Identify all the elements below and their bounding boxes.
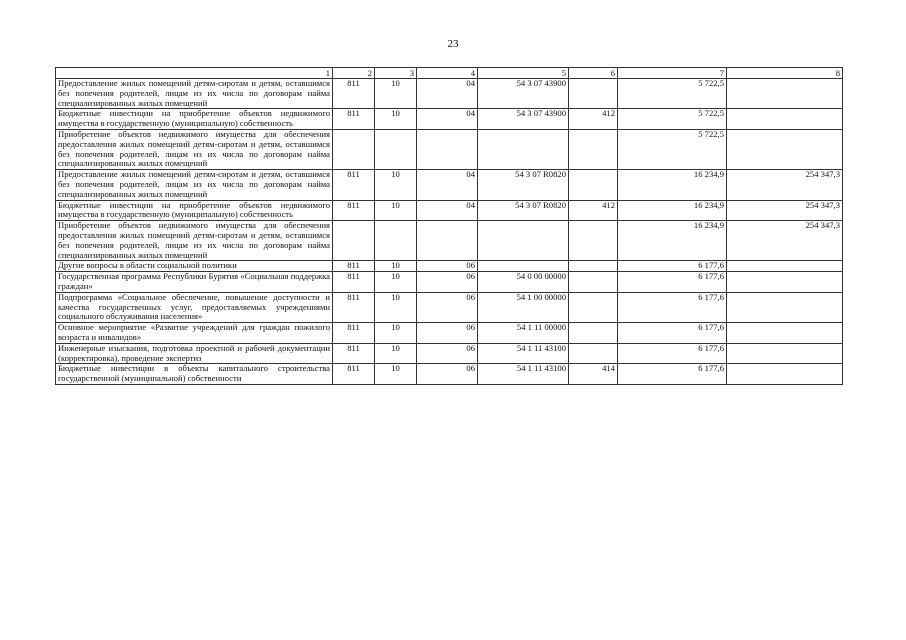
target-article-cell: 54 1 11 43100 (478, 364, 569, 385)
subsection-code-cell: 06 (417, 292, 478, 322)
grbs-code-cell: 811 (333, 272, 375, 293)
row-name-cell: Бюджетные инвестиции в объекты капитального строительства государственной (муниципальной) собственности (56, 364, 333, 385)
column-number: 3 (375, 68, 417, 79)
column-number: 8 (727, 68, 843, 79)
amount-year2-cell: 254 347,3 (727, 221, 843, 261)
table-row (56, 221, 843, 261)
grbs-code-cell: 811 (333, 170, 375, 200)
row-name-cell: Государственная программа Республики Бурятия «Социальная поддержка граждан» (56, 272, 333, 293)
amount-year2-cell (727, 343, 843, 364)
amount-year2-cell (727, 323, 843, 344)
subsection-code-cell: 04 (417, 200, 478, 221)
subsection-code-cell: 04 (417, 109, 478, 130)
table-row (56, 261, 843, 272)
subsection-code-cell: 06 (417, 272, 478, 293)
target-article-cell: 54 1 11 43100 (478, 343, 569, 364)
grbs-code-cell: 811 (333, 343, 375, 364)
column-number-row (56, 68, 843, 79)
amount-year2-cell (727, 364, 843, 385)
expense-type-cell (569, 343, 618, 364)
amount-year1-cell: 16 234,9 (618, 221, 727, 261)
target-article-cell: 54 3 07 43900 (478, 79, 569, 109)
subsection-code-cell (417, 221, 478, 261)
column-number: 5 (478, 68, 569, 79)
amount-year1-cell: 5 722,5 (618, 109, 727, 130)
column-number: 6 (569, 68, 618, 79)
section-code-cell: 10 (375, 364, 417, 385)
amount-year2-cell (727, 129, 843, 169)
row-name-cell: Бюджетные инвестиции на приобретение объектов недвижимого имущества в государственную (муниципальную) собственность (56, 109, 333, 130)
amount-year1-cell: 5 722,5 (618, 79, 727, 109)
expense-type-cell (569, 323, 618, 344)
amount-year1-cell: 6 177,6 (618, 261, 727, 272)
expense-type-cell (569, 272, 618, 293)
table-row (56, 79, 843, 109)
column-number: 4 (417, 68, 478, 79)
subsection-code-cell (417, 129, 478, 169)
table-row (56, 323, 843, 344)
expense-type-cell (569, 292, 618, 322)
table-row (56, 200, 843, 221)
grbs-code-cell (333, 129, 375, 169)
amount-year2-cell: 254 347,3 (727, 200, 843, 221)
row-name-cell: Бюджетные инвестиции на приобретение объектов недвижимого имущества в государственную (муниципальную) собственность (56, 200, 333, 221)
grbs-code-cell: 811 (333, 364, 375, 385)
target-article-cell (478, 129, 569, 169)
amount-year1-cell: 6 177,6 (618, 292, 727, 322)
subsection-code-cell: 06 (417, 364, 478, 385)
grbs-code-cell: 811 (333, 200, 375, 221)
section-code-cell: 10 (375, 272, 417, 293)
row-name-cell: Предоставление жилых помещений детям-сиротам и детям, оставшимся без попечения родителей, лицам из их числа по договорам найма специализированных жилых помещений (56, 170, 333, 200)
target-article-cell (478, 261, 569, 272)
section-code-cell: 10 (375, 79, 417, 109)
grbs-code-cell: 811 (333, 292, 375, 322)
table-row (56, 272, 843, 293)
section-code-cell: 10 (375, 323, 417, 344)
subsection-code-cell: 06 (417, 343, 478, 364)
grbs-code-cell: 811 (333, 79, 375, 109)
table-row (56, 292, 843, 322)
subsection-code-cell: 06 (417, 261, 478, 272)
amount-year1-cell: 6 177,6 (618, 323, 727, 344)
page-number: 23 (447, 38, 459, 50)
amount-year1-cell: 16 234,9 (618, 170, 727, 200)
amount-year2-cell (727, 292, 843, 322)
amount-year1-cell: 6 177,6 (618, 272, 727, 293)
grbs-code-cell: 811 (333, 261, 375, 272)
row-name-cell: Приобретение объектов недвижимого имущества для обеспечения предоставления жилых помещений детям-сиротам и детям, оставшимся без попечения родителей, лицам из их числа по договорам найма специализированных жилых помещений (56, 221, 333, 261)
row-name-cell: Инженерные изыскания, подготовка проектной и рабочей документации (корректировка), проведение экспертиз (56, 343, 333, 364)
row-name-cell: Другие вопросы в области социальной политики (56, 261, 333, 272)
grbs-code-cell: 811 (333, 323, 375, 344)
expense-type-cell (569, 221, 618, 261)
column-number: 7 (618, 68, 727, 79)
amount-year1-cell: 16 234,9 (618, 200, 727, 221)
target-article-cell: 54 3 07 R0820 (478, 170, 569, 200)
amount-year2-cell (727, 272, 843, 293)
amount-year1-cell: 6 177,6 (618, 364, 727, 385)
subsection-code-cell: 06 (417, 323, 478, 344)
table-row (56, 343, 843, 364)
section-code-cell: 10 (375, 170, 417, 200)
target-article-cell (478, 221, 569, 261)
table-row (56, 129, 843, 169)
expense-type-cell: 412 (569, 200, 618, 221)
target-article-cell: 54 3 07 43900 (478, 109, 569, 130)
expense-type-cell (569, 129, 618, 169)
amount-year2-cell (727, 261, 843, 272)
column-number: 1 (56, 68, 333, 79)
subsection-code-cell: 04 (417, 79, 478, 109)
section-code-cell (375, 129, 417, 169)
amount-year2-cell (727, 109, 843, 130)
target-article-cell: 54 1 11 00000 (478, 323, 569, 344)
budget-table (55, 67, 843, 385)
table-row (56, 364, 843, 385)
grbs-code-cell (333, 221, 375, 261)
expense-type-cell (569, 170, 618, 200)
grbs-code-cell: 811 (333, 109, 375, 130)
expense-type-cell (569, 79, 618, 109)
expense-type-cell (569, 261, 618, 272)
section-code-cell: 10 (375, 261, 417, 272)
amount-year1-cell: 6 177,6 (618, 343, 727, 364)
section-code-cell: 10 (375, 292, 417, 322)
column-number: 2 (333, 68, 375, 79)
row-name-cell: Приобретение объектов недвижимого имущества для обеспечения предоставления жилых помещений детям-сиротам и детям, оставшимся без попечения родителей, лицам из их числа по договорам найма специализированных жилых помещений (56, 129, 333, 169)
row-name-cell: Предоставление жилых помещений детям-сиротам и детям, оставшимся без попечения родителей, лицам из их числа по договорам найма специализированных жилых помещений (56, 79, 333, 109)
row-name-cell: Основное мероприятие «Развитие учреждений для граждан пожилого возраста и инвалидов» (56, 323, 333, 344)
amount-year2-cell (727, 79, 843, 109)
expense-type-cell: 412 (569, 109, 618, 130)
table-row (56, 109, 843, 130)
target-article-cell: 54 0 00 00000 (478, 272, 569, 293)
expense-type-cell: 414 (569, 364, 618, 385)
amount-year2-cell: 254 347,3 (727, 170, 843, 200)
table-row (56, 170, 843, 200)
row-name-cell: Подпрограмма «Социальное обеспечение, повышение доступности и качества государственных услуг, предоставляемых учреждениями социального обслуживания населения» (56, 292, 333, 322)
target-article-cell: 54 1 00 00000 (478, 292, 569, 322)
section-code-cell: 10 (375, 109, 417, 130)
section-code-cell (375, 221, 417, 261)
amount-year1-cell: 5 722,5 (618, 129, 727, 169)
target-article-cell: 54 3 07 R0820 (478, 200, 569, 221)
section-code-cell: 10 (375, 200, 417, 221)
section-code-cell: 10 (375, 343, 417, 364)
subsection-code-cell: 04 (417, 170, 478, 200)
